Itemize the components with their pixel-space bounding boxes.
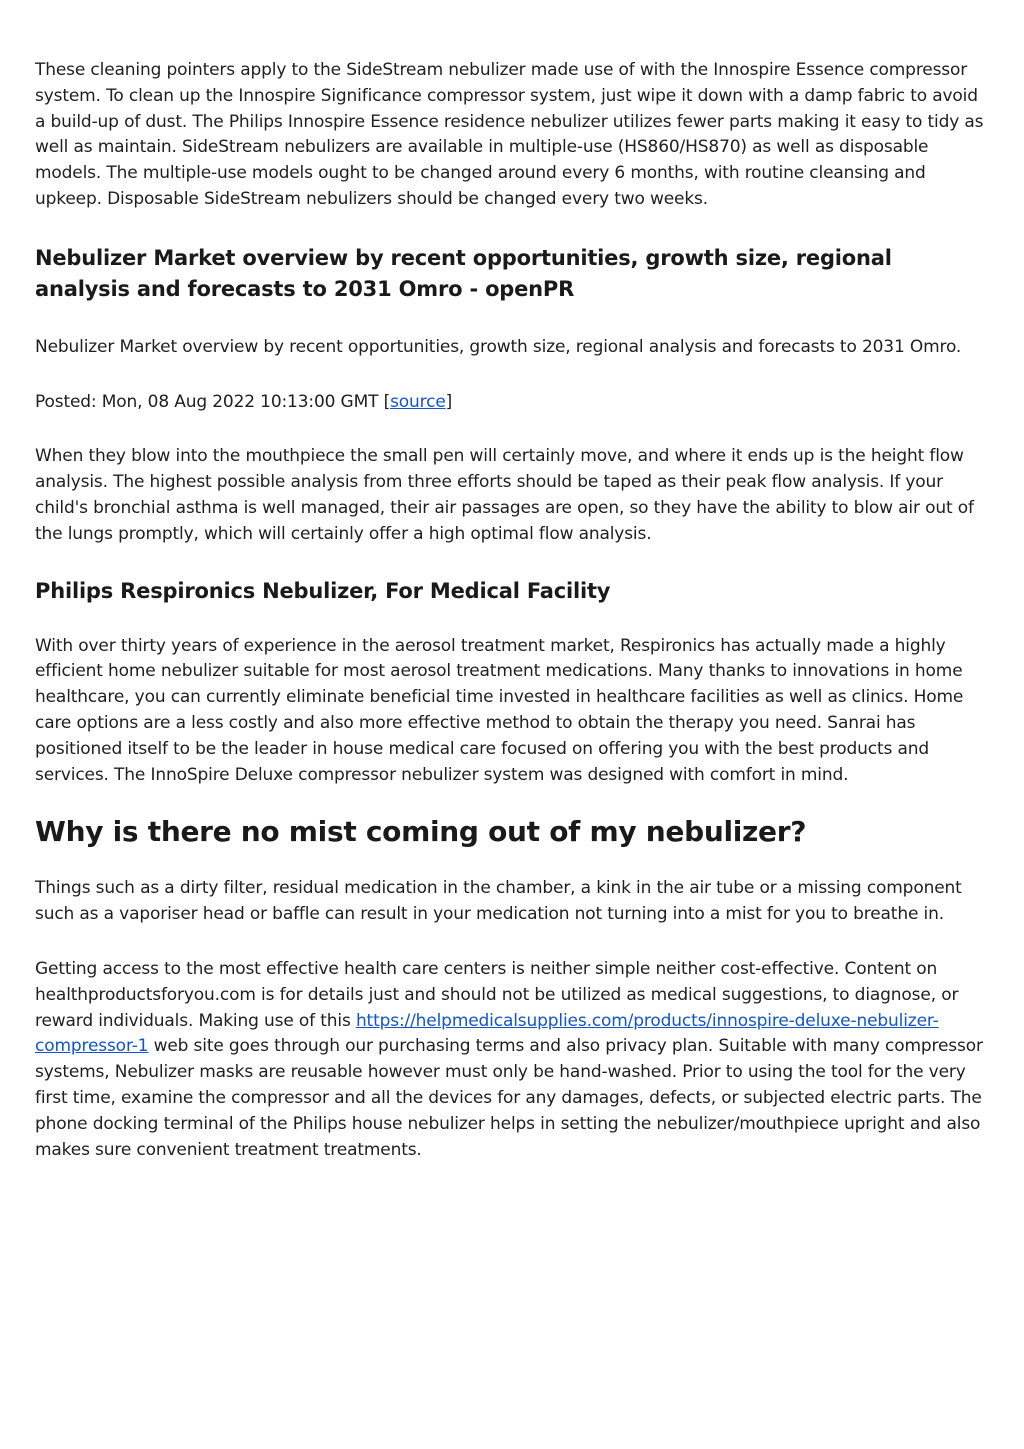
no-mist-paragraph: Things such as a dirty filter, residual medication in the chamber, a kink in the air tube or a missing component such as a vaporiser head or baffle can result in your medication not turning into a mist for you to breathe in.	[35, 878, 962, 925]
market-overview-heading: Nebulizer Market overview by recent opportunities, growth size, regional analysis and forecasts to 2031 Omro - openPR	[35, 245, 892, 301]
peak-flow-paragraph: When they blow into the mouthpiece the small pen will certainly move, and where it ends up is the height flow analysis. The highest possible analysis from three efforts should be taped as their peak flow analysis. If your child's bronchial asthma is well managed, their air passages are open, so they have the ability to blow air out of the lungs promptly, which will certainly offer a high optimal flow analysis.	[35, 446, 974, 544]
helpmedicalsupplies-link[interactable]: https://helpmedicalsupplies.com/products/innospire-deluxe-nebulizer-compressor-1	[35, 1010, 939, 1057]
philips-respironics-heading: Philips Respironics Nebulizer, For Medical Facility	[35, 578, 611, 603]
experience-paragraph: With over thirty years of experience in the aerosol treatment market, Respironics has actually made a highly efficient home nebulizer suitable for most aerosol treatment medications. Many thanks to innovations in home healthcare, you can currently eliminate beneficial time invested in healthcare facilities as well as clinics. Home care options are a less costly and also more effective method to obtain the therapy you need. Sanrai has positioned itself to be the leader in house medical care focused on offering you with the best products and services. The InnoSpire Deluxe compressor nebulizer system was designed with comfort in mind.	[35, 635, 964, 785]
no-mist-heading: Why is there no mist coming out of my nebulizer?	[35, 815, 807, 849]
access-paragraph	[35, 957, 986, 1163]
access-text-after-link: web site goes through our purchasing terms and also privacy plan. Suitable with many compressor systems, Nebulizer masks are reusable however must only be hand-washed. Prior to using the tool for the very first time, examine the compressor and all the devices for any damages, defects, or subjected electric parts. The phone docking terminal of the Philips house nebulizer helps in setting the nebulizer/mouthpiece upright and also makes sure convenient treatment treatments.	[35, 1036, 983, 1160]
market-summary-paragraph: Nebulizer Market overview by recent opportunities, growth size, regional analysis and forecasts to 2031 Omro.	[35, 336, 962, 357]
source-link[interactable]: source	[390, 391, 446, 412]
access-text-before-link: Getting access to the most effective health care centers is neither simple neither cost-effective. Content on healthproductsforyou.com is for details just and should not be utilized as medical suggestions, to diagnose, or reward individuals. Making use of this	[35, 958, 959, 1031]
posted-line	[35, 390, 986, 416]
intro-paragraph: These cleaning pointers apply to the SideStream nebulizer made use of with the Innospire Essence compressor system. To clean up the Innospire Significance compressor system, just wipe it down with a damp fabric to avoid a build-up of dust. The Philips Innospire Essence residence nebulizer utilizes fewer parts making it easy to tidy as well as maintain. SideStream nebulizers are available in multiple-use (HS860/HS870) as well as disposable models. The multiple-use models ought to be changed around every 6 months, with routine cleansing and upkeep. Disposable SideStream nebulizers should be changed every two weeks.	[35, 60, 984, 209]
posted-prefix: Posted: Mon, 08 Aug 2022 10:13:00 GMT [	[35, 391, 391, 412]
posted-suffix: ]	[445, 391, 453, 412]
